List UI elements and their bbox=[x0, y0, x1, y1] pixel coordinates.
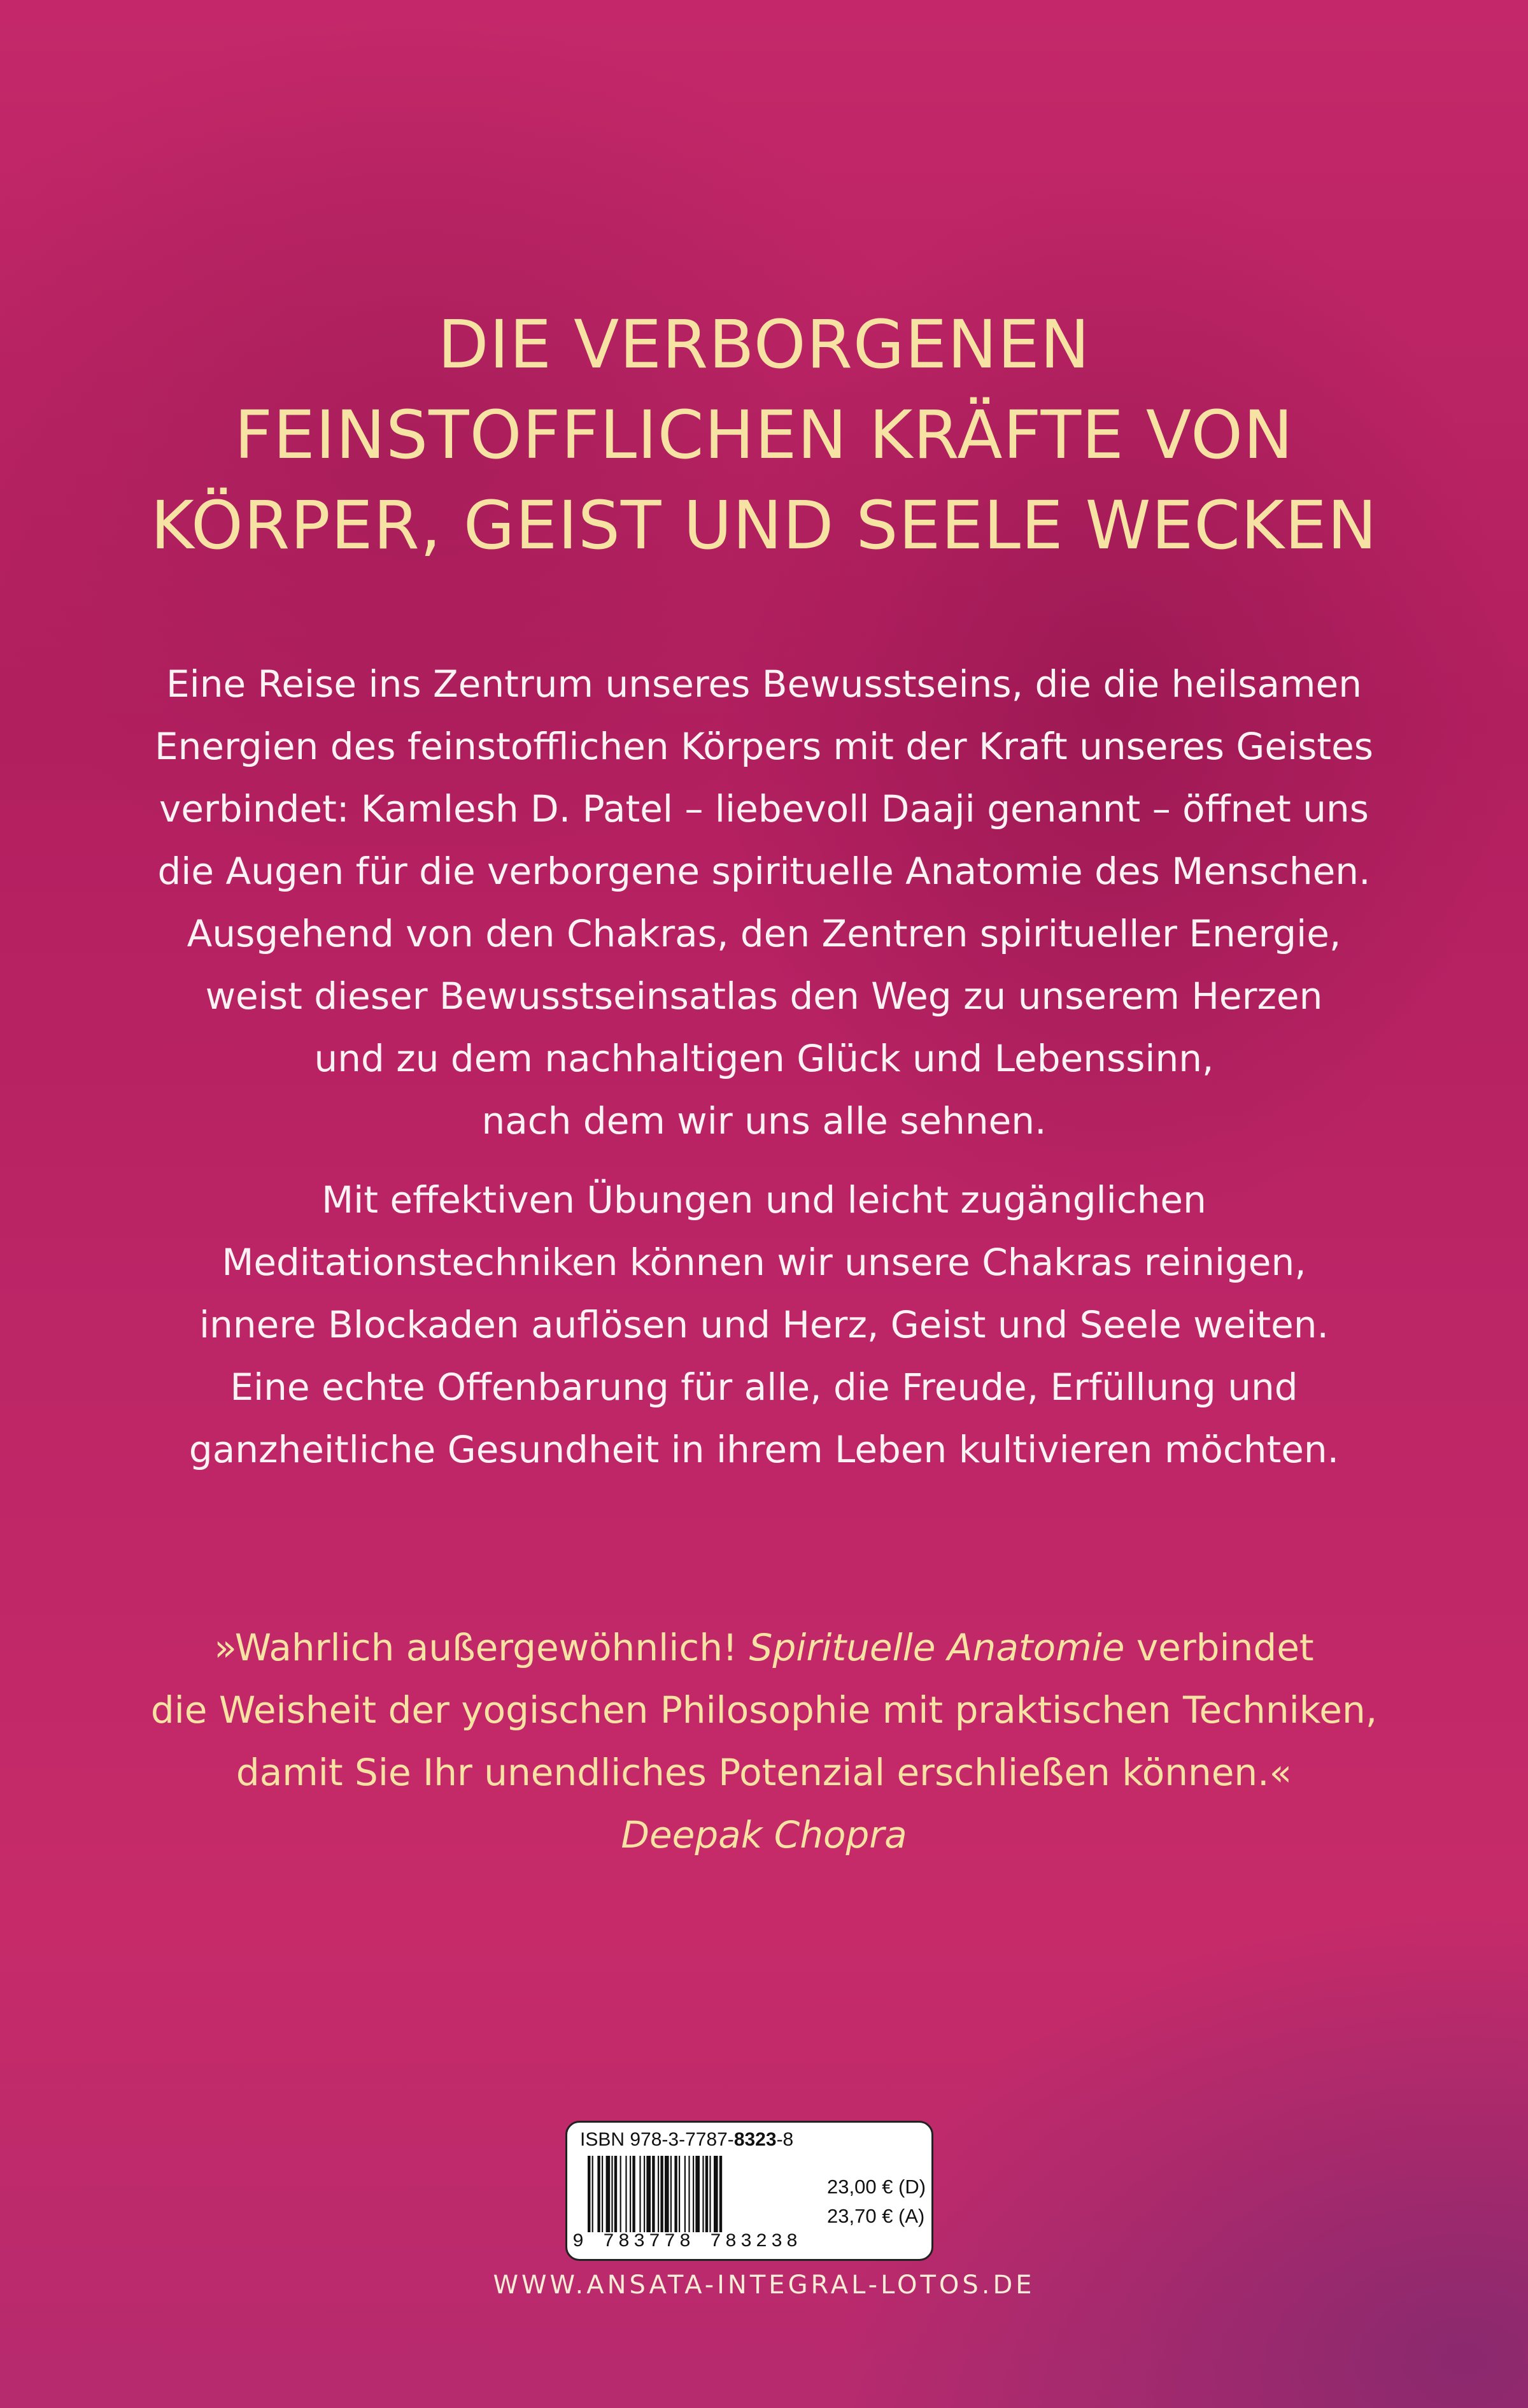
paragraph-line: weist dieser Bewusstseinsatlas den Weg zu unserem Herzen bbox=[205, 974, 1323, 1018]
paragraph-line: die Augen für die verborgene spirituelle Anatomie des Menschen. bbox=[157, 850, 1371, 893]
paragraph-line: Eine Reise ins Zentrum unseres Bewusstseins, die die heilsamen bbox=[166, 662, 1362, 706]
description-paragraph-1 bbox=[0, 653, 1528, 1152]
paragraph-line: Eine echte Offenbarung für alle, die Freude, Erfüllung und bbox=[230, 1365, 1298, 1409]
headline bbox=[0, 299, 1528, 571]
paragraph-line: nach dem wir uns alle sehnen. bbox=[481, 1099, 1047, 1143]
quote-line-3: damit Sie Ihr unendliches Potenzial erschließen können.« bbox=[236, 1751, 1292, 1794]
quote-line-2: die Weisheit der yogischen Philosophie mit praktischen Techniken, bbox=[150, 1688, 1378, 1732]
headline-line-2: FEINSTOFFLICHEN KRÄFTE VON bbox=[234, 396, 1294, 474]
paragraph-line: Mit effektiven Übungen und leicht zugänglichen bbox=[322, 1178, 1206, 1222]
isbn-bold-part: 8323 bbox=[733, 2129, 777, 2150]
paragraph-line: innere Blockaden auflösen und Herz, Geist und Seele weiten. bbox=[199, 1303, 1329, 1346]
paragraph-line: ganzheitliche Gesundheit in ihrem Leben kultivieren möchten. bbox=[188, 1428, 1340, 1471]
paragraph-line: Energien des feinstofflichen Körpers mit der Kraft unseres Geistes bbox=[155, 725, 1373, 768]
quote-line-1-end: verbindet bbox=[1124, 1626, 1314, 1669]
quote-line-1-start: »Wahrlich außergewöhnlich! bbox=[214, 1626, 749, 1669]
publisher-website: WWW.ANSATA-INTEGRAL-LOTOS.DE bbox=[493, 2270, 1035, 2300]
isbn-number bbox=[580, 2129, 793, 2151]
description-paragraph-2 bbox=[0, 1169, 1528, 1481]
headline-line-3: KÖRPER, GEIST UND SEELE WECKEN bbox=[150, 487, 1378, 564]
isbn-suffix: -8 bbox=[776, 2129, 794, 2150]
price-germany: 23,00 € (D) bbox=[827, 2176, 926, 2198]
endorsement-quote bbox=[0, 1616, 1528, 1866]
isbn-prefix: ISBN 978-3-7787- bbox=[580, 2129, 734, 2150]
paragraph-line: und zu dem nachhaltigen Glück und Lebenssinn, bbox=[314, 1037, 1214, 1080]
price-austria: 23,70 € (A) bbox=[827, 2205, 925, 2227]
prices bbox=[827, 2172, 926, 2231]
quote-line-1 bbox=[0, 1616, 1528, 1679]
isbn-barcode-label bbox=[565, 2121, 933, 2261]
book-title: Spirituelle Anatomie bbox=[749, 1626, 1125, 1669]
barcode-digits: 9 783778 783238 bbox=[572, 2231, 802, 2253]
barcode-icon bbox=[586, 2156, 817, 2232]
paragraph-line: verbindet: Kamlesh D. Patel – liebevoll Daaji genannt – öffnet uns bbox=[159, 787, 1369, 830]
headline-line-1: DIE VERBORGENEN bbox=[437, 306, 1091, 383]
paragraph-line: Meditationstechniken können wir unsere Chakras reinigen, bbox=[222, 1241, 1306, 1284]
quote-author: Deepak Chopra bbox=[621, 1813, 907, 1856]
paragraph-line: Ausgehend von den Chakras, den Zentren spiritueller Energie, bbox=[187, 912, 1341, 955]
